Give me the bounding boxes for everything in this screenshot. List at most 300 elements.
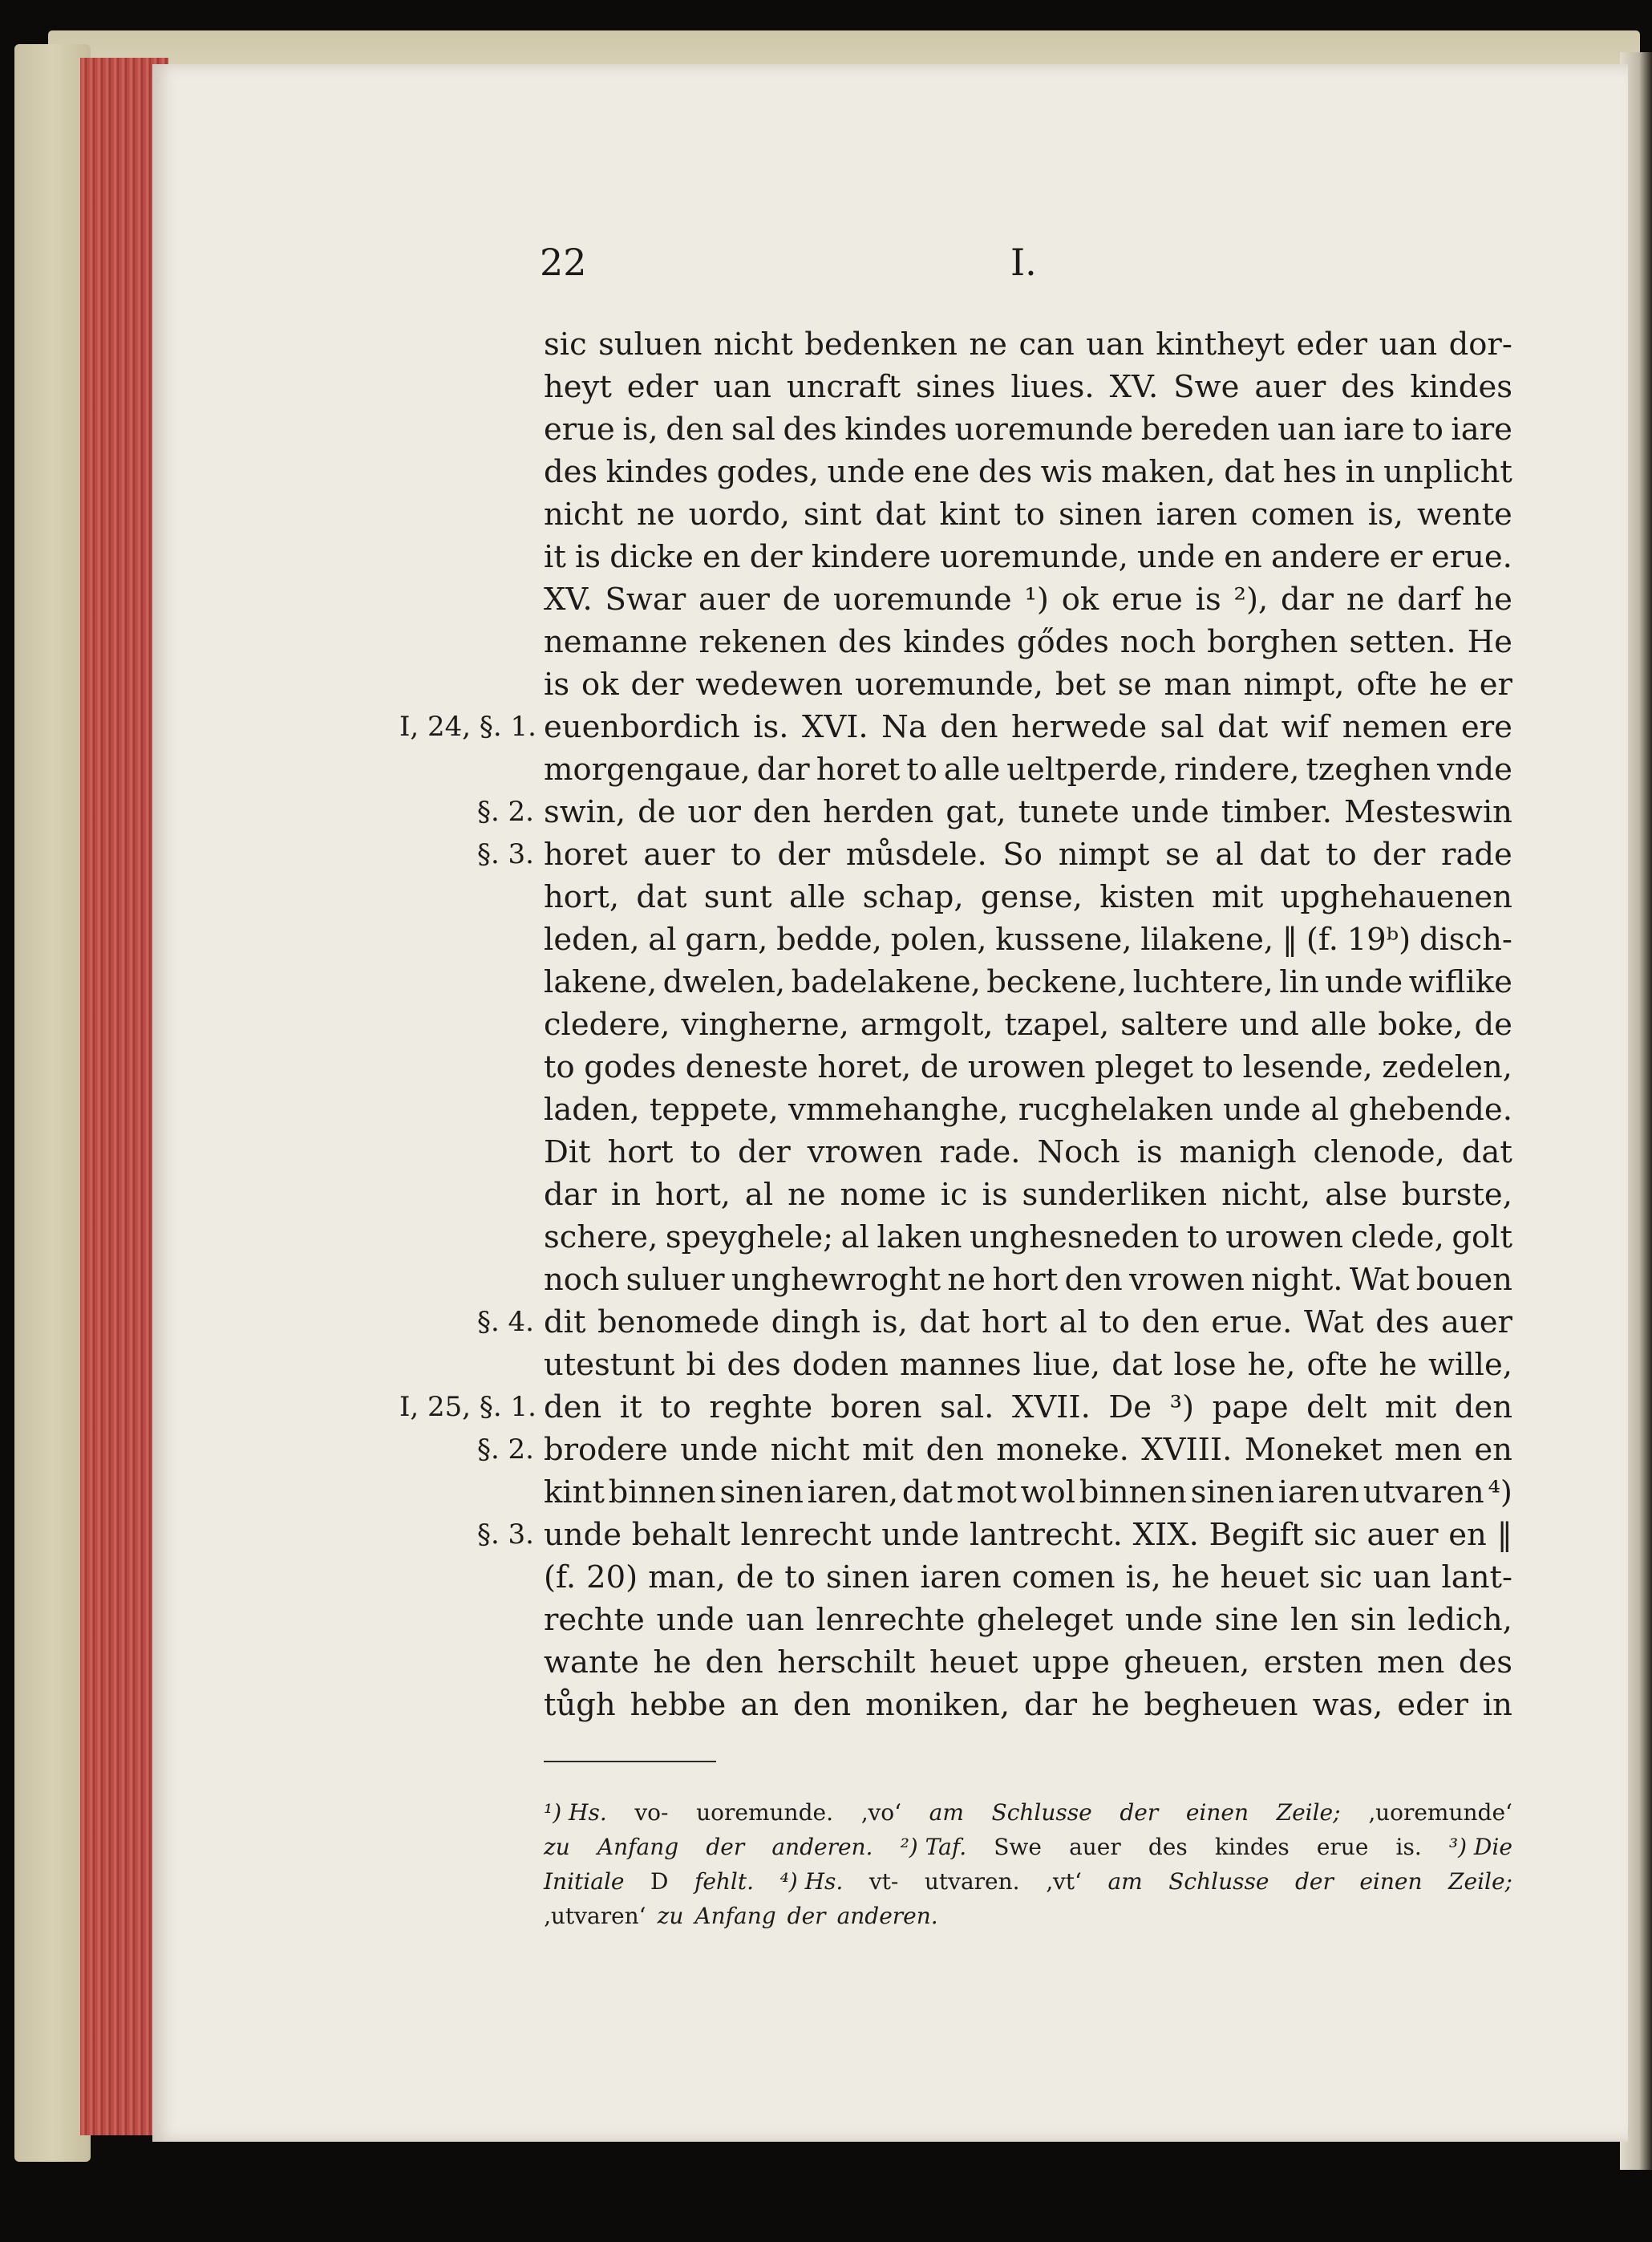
text-line bbox=[544, 1131, 1512, 1174]
word: nemanne bbox=[544, 624, 688, 660]
word: sic bbox=[1319, 1559, 1362, 1595]
word: clede, bbox=[1350, 1219, 1444, 1255]
word: der bbox=[777, 837, 831, 873]
word: tunete bbox=[1018, 794, 1120, 830]
word: sine bbox=[1214, 1602, 1279, 1638]
word: lenrechte bbox=[816, 1602, 966, 1638]
word: He bbox=[1467, 624, 1512, 660]
word: uoremunde, bbox=[939, 539, 1128, 575]
word: al bbox=[1215, 837, 1244, 873]
footnote-word: vt- bbox=[869, 1868, 899, 1895]
section-marker: §. 3. bbox=[476, 838, 534, 870]
word: kindere bbox=[811, 539, 931, 575]
word: begheuen bbox=[1144, 1687, 1298, 1723]
footnote-word: der bbox=[1294, 1868, 1334, 1895]
word: wille, bbox=[1428, 1347, 1512, 1383]
text-line bbox=[544, 1089, 1512, 1131]
word: hes bbox=[1282, 454, 1338, 490]
word: unde bbox=[1223, 1092, 1302, 1128]
word: vnde bbox=[1436, 752, 1512, 788]
word: kussene, bbox=[995, 922, 1132, 958]
footnote-word: ‚vo‘ bbox=[860, 1799, 902, 1826]
word: uan bbox=[1277, 412, 1336, 448]
word: iaren bbox=[1156, 497, 1237, 533]
text-line bbox=[544, 748, 1512, 791]
word: en bbox=[1448, 1517, 1487, 1553]
word: bereden bbox=[1140, 412, 1270, 448]
word: benomede bbox=[597, 1304, 760, 1340]
word: kindes bbox=[605, 454, 709, 490]
word: men bbox=[1394, 1432, 1462, 1468]
word: he bbox=[1171, 1559, 1210, 1595]
word: kint bbox=[939, 497, 1001, 533]
word: So bbox=[1002, 837, 1043, 873]
word: eder bbox=[1397, 1687, 1468, 1723]
word: des bbox=[544, 454, 598, 490]
word: dingh bbox=[771, 1304, 860, 1340]
word: iare bbox=[1451, 412, 1512, 448]
word: den bbox=[1064, 1262, 1123, 1298]
word: den bbox=[752, 794, 812, 830]
word: alle bbox=[1310, 1007, 1367, 1043]
word: sinen bbox=[1190, 1474, 1275, 1510]
word: vrowen bbox=[1129, 1262, 1245, 1298]
word: mannes bbox=[900, 1347, 1022, 1383]
word: len bbox=[1290, 1602, 1338, 1638]
word: ne bbox=[636, 497, 675, 533]
word: burste, bbox=[1401, 1177, 1512, 1213]
word: Begift bbox=[1209, 1517, 1304, 1553]
footnote-word: zu bbox=[657, 1903, 684, 1929]
word: ene bbox=[913, 454, 970, 490]
word: ²), bbox=[1233, 582, 1269, 618]
word: to bbox=[784, 1559, 816, 1595]
word: boren bbox=[830, 1389, 922, 1425]
word: men bbox=[1377, 1644, 1445, 1680]
word: den bbox=[792, 1687, 852, 1723]
word: nome bbox=[840, 1177, 926, 1213]
word: liue, bbox=[1032, 1347, 1101, 1383]
book-cover-spine bbox=[14, 44, 91, 2162]
word: reghte bbox=[709, 1389, 813, 1425]
footnote-line bbox=[544, 1864, 1512, 1899]
text-line bbox=[544, 536, 1512, 578]
word: unde bbox=[827, 454, 905, 490]
footnote-word: ³) Die bbox=[1448, 1834, 1512, 1860]
word: comen bbox=[1011, 1559, 1116, 1595]
word: heuet bbox=[1220, 1559, 1310, 1595]
word: De bbox=[1108, 1389, 1152, 1425]
word: nimpt, bbox=[1243, 667, 1345, 703]
word: brodere bbox=[544, 1432, 668, 1468]
word: der bbox=[737, 1134, 791, 1170]
word: to bbox=[1099, 1304, 1130, 1340]
footnote-word: Schlusse bbox=[991, 1799, 1092, 1826]
footnotes bbox=[544, 1795, 1512, 1933]
text-line bbox=[544, 918, 1512, 961]
word: uan bbox=[1372, 1559, 1431, 1595]
word: auer bbox=[643, 837, 715, 873]
word: is, bbox=[622, 412, 658, 448]
section-marker: §. 3. bbox=[476, 1518, 534, 1551]
footnote-word: anderen. bbox=[771, 1834, 873, 1860]
text-line bbox=[544, 663, 1512, 706]
word: XVI. bbox=[802, 709, 869, 745]
footnote-word: am bbox=[929, 1799, 964, 1826]
word: ‖ bbox=[1496, 1517, 1512, 1553]
word: sunderliken bbox=[1022, 1177, 1208, 1213]
word: uncraft bbox=[786, 369, 901, 405]
text-line bbox=[544, 578, 1512, 621]
word: dar bbox=[1281, 582, 1334, 618]
footnote-word: Anfang bbox=[597, 1834, 679, 1860]
footnote-word: der bbox=[1120, 1799, 1159, 1826]
chapter-mark: I. bbox=[1010, 241, 1037, 284]
word: godes, bbox=[716, 454, 820, 490]
word: erue bbox=[544, 412, 615, 448]
word: binnen bbox=[608, 1474, 716, 1510]
footnote-word: Initiale bbox=[544, 1868, 625, 1895]
word: bedde, bbox=[776, 922, 882, 958]
word: lakene, bbox=[544, 964, 658, 1000]
word: sal. bbox=[940, 1389, 994, 1425]
word: sint bbox=[804, 497, 862, 533]
word: wis bbox=[1040, 454, 1093, 490]
word: golt bbox=[1452, 1219, 1512, 1255]
word: dat bbox=[1259, 837, 1310, 873]
word: liues. bbox=[1010, 369, 1095, 405]
word: nimpt bbox=[1058, 837, 1150, 873]
word: an bbox=[740, 1687, 779, 1723]
word: ofte bbox=[1356, 667, 1418, 703]
word: wiflike bbox=[1408, 964, 1512, 1000]
word: unde bbox=[1131, 794, 1209, 830]
word: bet bbox=[1055, 667, 1106, 703]
word: Wat bbox=[1349, 1262, 1410, 1298]
footnote-word: auer bbox=[1069, 1834, 1121, 1860]
word: unde bbox=[881, 1517, 960, 1553]
word: wedewen bbox=[695, 667, 844, 703]
text-line bbox=[544, 621, 1512, 663]
word: heyt bbox=[544, 369, 612, 405]
word: hort bbox=[982, 1304, 1047, 1340]
word: is, bbox=[1367, 497, 1404, 533]
footnote-word: ‚utvaren‘ bbox=[544, 1903, 646, 1929]
word: XIX. bbox=[1132, 1517, 1199, 1553]
word: den bbox=[705, 1644, 763, 1680]
word: uoremunde, bbox=[855, 667, 1043, 703]
footnote-word: is. bbox=[1395, 1834, 1422, 1860]
footnote-word: am bbox=[1107, 1868, 1143, 1895]
word: al bbox=[840, 1219, 869, 1255]
word: mit bbox=[1384, 1389, 1437, 1425]
word: laken bbox=[877, 1219, 962, 1255]
word: uppe bbox=[1032, 1644, 1110, 1680]
word: sic bbox=[1314, 1517, 1357, 1553]
word: ok bbox=[581, 667, 619, 703]
word: it bbox=[619, 1389, 642, 1425]
text-line bbox=[544, 1046, 1512, 1089]
word: armgolt, bbox=[860, 1007, 994, 1043]
section-marker: §. 2. bbox=[476, 796, 534, 828]
word: ledich, bbox=[1407, 1602, 1512, 1638]
word: dat bbox=[901, 1474, 953, 1510]
word: tzeghen bbox=[1306, 752, 1431, 788]
word: ne bbox=[1346, 582, 1385, 618]
word: erue. bbox=[1431, 539, 1512, 575]
word: maken, bbox=[1101, 454, 1216, 490]
word: kint bbox=[544, 1474, 605, 1510]
word: it bbox=[544, 539, 566, 575]
word: iaren bbox=[920, 1559, 1002, 1595]
word: dat bbox=[636, 879, 687, 915]
footnote-word: der bbox=[787, 1903, 826, 1929]
word: zedelen, bbox=[1382, 1049, 1512, 1085]
word: ghebende. bbox=[1348, 1092, 1512, 1128]
word: hebbe bbox=[630, 1687, 727, 1723]
word: ‖ bbox=[1282, 922, 1298, 958]
word: vrowen bbox=[807, 1134, 923, 1170]
word: mit bbox=[1211, 879, 1264, 915]
text-line bbox=[544, 323, 1512, 366]
page-number: 22 bbox=[540, 241, 587, 284]
word: vingherne, bbox=[681, 1007, 849, 1043]
text-line bbox=[544, 833, 1512, 876]
word: boke, bbox=[1378, 1007, 1464, 1043]
word: sin bbox=[1350, 1602, 1396, 1638]
word: herwede bbox=[1011, 709, 1148, 745]
word: delt bbox=[1306, 1389, 1367, 1425]
footnote-word: zu bbox=[544, 1834, 570, 1860]
word: uan bbox=[1379, 326, 1438, 363]
word: unde bbox=[680, 1432, 759, 1468]
word: unplicht bbox=[1383, 454, 1512, 490]
word: andere bbox=[1270, 539, 1381, 575]
word: lesende, bbox=[1242, 1049, 1373, 1085]
word: hort, bbox=[654, 1177, 731, 1213]
word: eder bbox=[1296, 326, 1368, 363]
text-line bbox=[544, 706, 1512, 748]
word: des bbox=[978, 454, 1033, 490]
word: gődes bbox=[1016, 624, 1109, 660]
word: is. bbox=[753, 709, 789, 745]
word: schap, bbox=[862, 879, 964, 915]
word: uan bbox=[1086, 326, 1144, 363]
word: wente bbox=[1417, 497, 1512, 533]
footnote-word: erue bbox=[1316, 1834, 1369, 1860]
word: iaren bbox=[1277, 1474, 1360, 1510]
word: morgengaue, bbox=[544, 752, 751, 788]
word: speyghele; bbox=[665, 1219, 834, 1255]
word: uoremunde bbox=[832, 582, 1012, 618]
word: sinen bbox=[825, 1559, 910, 1595]
word: moniken, bbox=[865, 1687, 1010, 1723]
word: leden, bbox=[544, 922, 640, 958]
word: nicht bbox=[770, 1432, 850, 1468]
word: 20) bbox=[586, 1559, 638, 1595]
text-line bbox=[544, 1514, 1512, 1556]
word: der bbox=[749, 539, 803, 575]
text-line bbox=[544, 1386, 1512, 1429]
word: ok bbox=[1061, 582, 1099, 618]
word: sic bbox=[544, 326, 587, 363]
word: mit bbox=[861, 1432, 914, 1468]
word: des bbox=[727, 1347, 781, 1383]
word: al bbox=[1310, 1092, 1339, 1128]
word: is bbox=[982, 1177, 1008, 1213]
text-line bbox=[544, 1003, 1512, 1046]
section-marker: §. 2. bbox=[476, 1433, 534, 1466]
word: night. bbox=[1251, 1262, 1343, 1298]
word: des bbox=[783, 412, 837, 448]
word: Swe bbox=[1173, 369, 1240, 405]
word: uan bbox=[746, 1602, 804, 1638]
word: ofte bbox=[1306, 1347, 1368, 1383]
word: euenbordich bbox=[544, 709, 740, 745]
word: kisten bbox=[1099, 879, 1195, 915]
word: unde bbox=[1137, 539, 1216, 575]
word: kindes bbox=[844, 412, 947, 448]
word: sal bbox=[1160, 709, 1205, 745]
word: utestunt bbox=[544, 1347, 675, 1383]
section-marker: I, 24, §. 1. bbox=[399, 711, 536, 743]
word: iaren, bbox=[807, 1474, 899, 1510]
footnote-word: einen bbox=[1359, 1868, 1423, 1895]
footnote-line bbox=[544, 1899, 1512, 1933]
word: tzapel, bbox=[1004, 1007, 1110, 1043]
word: to bbox=[544, 1049, 575, 1085]
word: alle bbox=[943, 752, 1001, 788]
word: (f. bbox=[1306, 922, 1338, 958]
word: heuet bbox=[929, 1644, 1018, 1680]
word: suluen bbox=[598, 326, 703, 363]
section-marker: §. 4. bbox=[476, 1306, 534, 1338]
text-line bbox=[544, 1216, 1512, 1259]
word: clenode, bbox=[1313, 1134, 1445, 1170]
word: to bbox=[1412, 412, 1443, 448]
word: beckene, bbox=[986, 964, 1128, 1000]
word: he bbox=[653, 1644, 692, 1680]
word: de bbox=[638, 794, 676, 830]
word: auer bbox=[698, 582, 770, 618]
word: ne bbox=[969, 326, 1007, 363]
word: uoremunde bbox=[954, 412, 1134, 448]
word: dwelen, bbox=[662, 964, 786, 1000]
word: se bbox=[1117, 667, 1152, 703]
word: des bbox=[1458, 1644, 1512, 1680]
word: unde bbox=[656, 1602, 735, 1638]
word: nicht, bbox=[1221, 1177, 1311, 1213]
footnote-line bbox=[544, 1795, 1512, 1830]
word: den bbox=[544, 1389, 602, 1425]
word: wif bbox=[1281, 709, 1330, 745]
word: tůgh bbox=[544, 1687, 616, 1723]
word: in bbox=[1482, 1687, 1512, 1723]
word: to bbox=[1326, 837, 1357, 873]
text-line bbox=[544, 493, 1512, 536]
word: doden bbox=[792, 1347, 889, 1383]
word: se bbox=[1165, 837, 1200, 873]
footnote-word: utvaren. bbox=[924, 1868, 1020, 1895]
word: al bbox=[648, 922, 677, 958]
word: is bbox=[544, 667, 570, 703]
word: bi bbox=[686, 1347, 716, 1383]
word: uordo, bbox=[688, 497, 791, 533]
word: er bbox=[1479, 667, 1512, 703]
word: nicht bbox=[544, 497, 623, 533]
word: ueltperde, bbox=[1006, 752, 1168, 788]
word: to bbox=[1202, 1049, 1234, 1085]
word: Swar bbox=[605, 582, 686, 618]
footnote-word: Swe bbox=[994, 1834, 1042, 1860]
word: unde bbox=[544, 1517, 622, 1553]
word: garn, bbox=[685, 922, 768, 958]
text-line bbox=[544, 1641, 1512, 1684]
text-line bbox=[544, 1684, 1512, 1726]
word: schere, bbox=[544, 1219, 658, 1255]
word: dat bbox=[1224, 454, 1275, 490]
word: moneke. bbox=[996, 1432, 1129, 1468]
footnote-word: Zeile; bbox=[1276, 1799, 1341, 1826]
word: darf bbox=[1397, 582, 1462, 618]
text-line bbox=[544, 366, 1512, 408]
word: deneste bbox=[685, 1049, 808, 1085]
word: he bbox=[1091, 1687, 1130, 1723]
word: godes bbox=[584, 1049, 677, 1085]
word: ³) bbox=[1169, 1389, 1195, 1425]
word: en bbox=[702, 539, 741, 575]
word: den bbox=[940, 709, 998, 745]
footnote-line bbox=[544, 1830, 1512, 1864]
word: lant- bbox=[1441, 1559, 1512, 1595]
text-line bbox=[544, 1471, 1512, 1514]
word: he bbox=[1474, 582, 1512, 618]
footnote-word: ⁴) Hs. bbox=[779, 1868, 844, 1895]
word: wol bbox=[1020, 1474, 1076, 1510]
word: dar bbox=[1024, 1687, 1078, 1723]
word: Dit bbox=[544, 1134, 591, 1170]
word: rechte bbox=[544, 1602, 645, 1638]
word: is bbox=[1136, 1134, 1163, 1170]
word: den bbox=[1454, 1389, 1512, 1425]
word: is, bbox=[872, 1304, 908, 1340]
word: herschilt bbox=[777, 1644, 916, 1680]
word: auer bbox=[1254, 369, 1326, 405]
word: ere bbox=[1460, 709, 1512, 745]
word: urowen bbox=[967, 1049, 1086, 1085]
word: horet bbox=[544, 837, 628, 873]
word: he, bbox=[1247, 1347, 1296, 1383]
text-line bbox=[544, 408, 1512, 451]
word: dat bbox=[919, 1304, 970, 1340]
word: can bbox=[1018, 326, 1075, 363]
text-line bbox=[544, 1556, 1512, 1599]
text-line bbox=[544, 961, 1512, 1003]
word: horet, bbox=[817, 1049, 912, 1085]
word: lenrecht bbox=[740, 1517, 872, 1553]
word: saltere bbox=[1120, 1007, 1229, 1043]
text-line bbox=[544, 1429, 1512, 1471]
word: teppete, bbox=[649, 1092, 779, 1128]
text-line bbox=[544, 1259, 1512, 1301]
word: erue bbox=[1111, 582, 1183, 618]
word: behalt bbox=[631, 1517, 731, 1553]
word: uan bbox=[713, 369, 771, 405]
word: Wat bbox=[1303, 1304, 1364, 1340]
word: binnen bbox=[1079, 1474, 1187, 1510]
word: disch- bbox=[1419, 922, 1512, 958]
word: alle bbox=[788, 879, 846, 915]
